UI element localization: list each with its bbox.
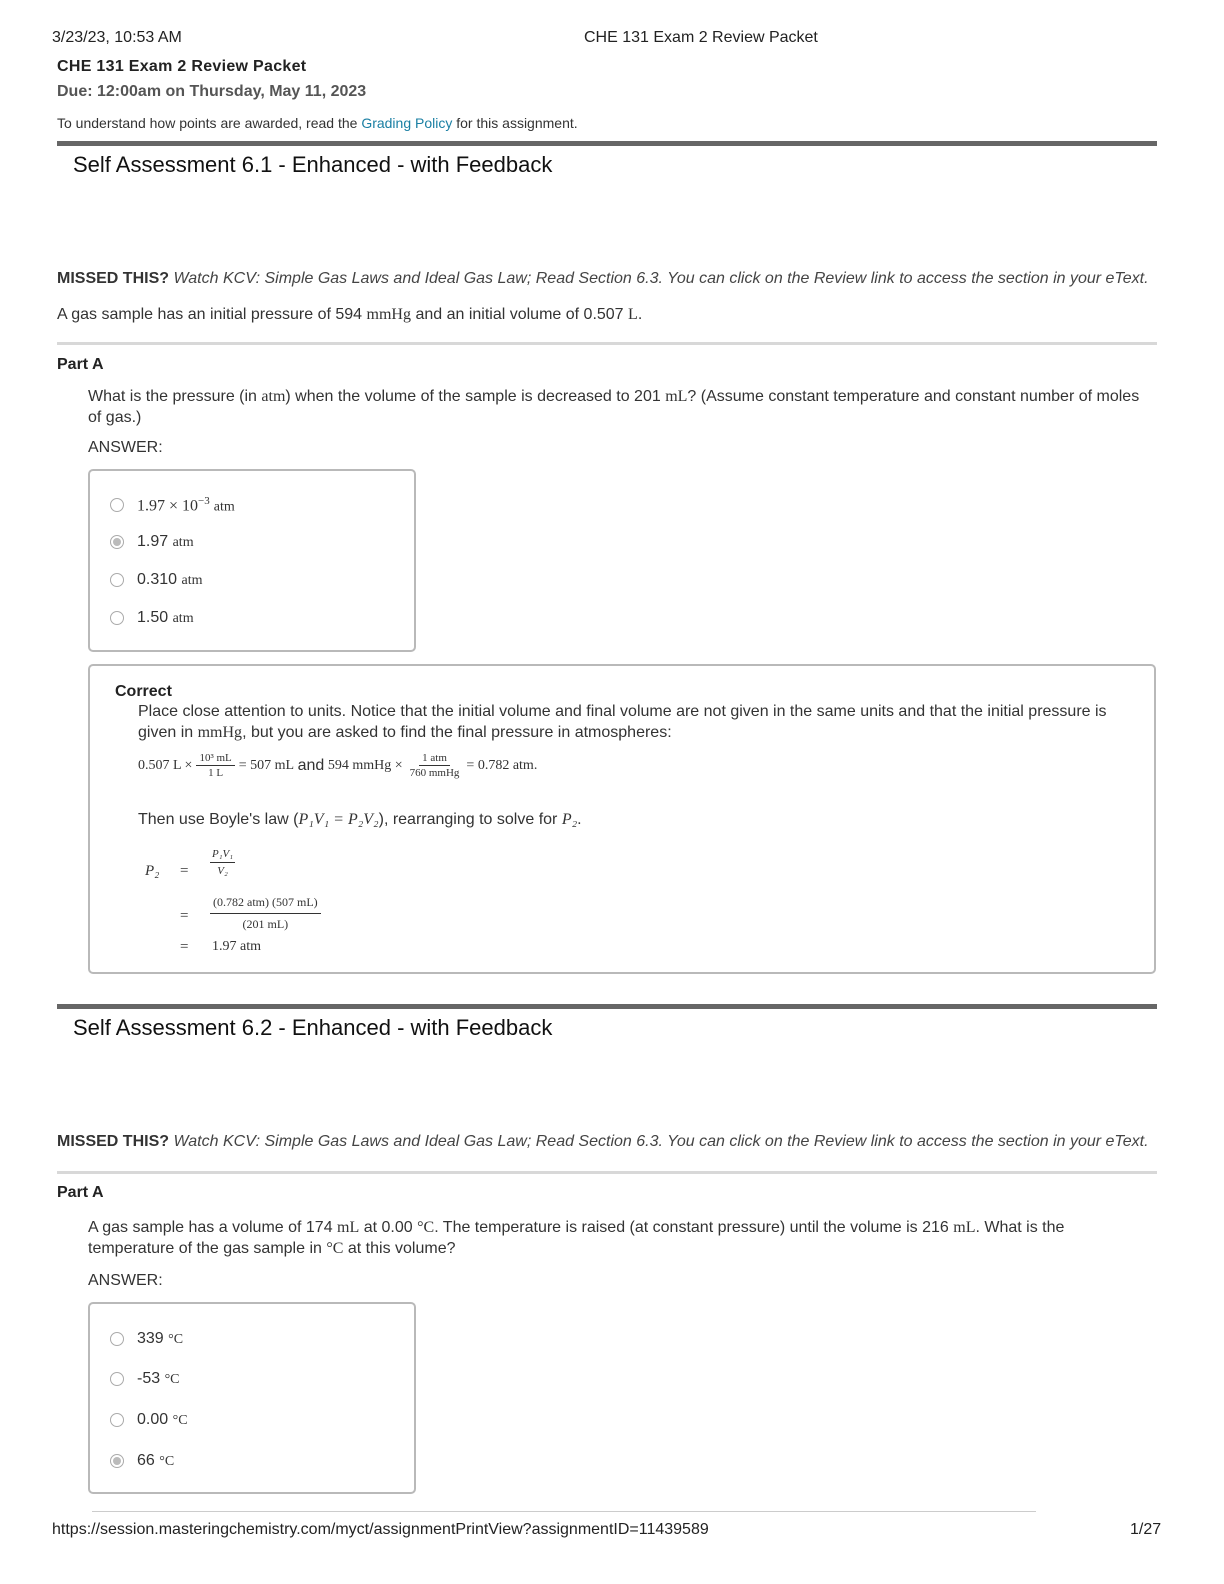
- radio-button[interactable]: [110, 498, 124, 512]
- grading-policy-link[interactable]: Grading Policy: [361, 115, 453, 131]
- part-a-label: Part A: [57, 1184, 104, 1201]
- section-divider: [57, 141, 1157, 146]
- derivation-step-2: (0.782 atm) (507 mL) (201 mL): [210, 895, 321, 932]
- radio-button[interactable]: [110, 1332, 124, 1346]
- answer-option[interactable]: 0.310 atm: [110, 571, 203, 589]
- derivation-p2: P₂: [145, 863, 160, 879]
- feedback-box: [88, 664, 1156, 974]
- radio-button[interactable]: [110, 1372, 124, 1386]
- part-divider: [57, 1171, 1157, 1174]
- answer-option[interactable]: $1.97 \times 10^{-3}$ atm: [110, 495, 235, 515]
- answer-option[interactable]: 1.97 atm: [110, 533, 194, 551]
- derivation-step-1: P₁V₁ V₂: [212, 848, 234, 877]
- radio-button[interactable]: [110, 1413, 124, 1427]
- due-date: Due: 12:00am on Thursday, May 11, 2023: [57, 83, 367, 100]
- section-title-6-1: Self Assessment 6.1 - Enhanced - with Feedback: [73, 152, 553, 177]
- missed-this-note: MISSED THIS? Watch KCV: Simple Gas Laws and Ideal Gas Law; Read Section 6.3. You can click on the Review link to access the section in your eText.: [57, 1133, 1149, 1150]
- unit-conversion-equation: 0.507 L × $\frac{\text{10³ mL}}{1 L}$ = 507 mL and 594 mmHg × $\frac{\text{1 atm}}{\text{760 mmHg}}$ = 0.782 atm .: [138, 752, 538, 779]
- assignment-title: CHE 131 Exam 2 Review Packet: [57, 58, 307, 75]
- part-divider: [57, 342, 1157, 345]
- answer-label: ANSWER:: [88, 1272, 163, 1289]
- radio-button-selected[interactable]: [110, 535, 124, 549]
- question-text: What is the pressure (in atm) when the volume of the sample is decreased to 201 mL? (Assume constant temperature and constant number of moles of gas.): [88, 388, 1140, 426]
- print-datetime: 3/23/23, 10:53 AM: [52, 29, 182, 46]
- print-doc-title: CHE 131 Exam 2 Review Packet: [584, 29, 818, 46]
- footer-url: https://session.masteringchemistry.com/myct/assignmentPrintView?assignmentID=11439589: [52, 1521, 709, 1538]
- answer-option[interactable]: 1.50 atm: [110, 609, 194, 627]
- equals-sign: =: [180, 939, 189, 955]
- radio-button-selected[interactable]: [110, 1454, 124, 1468]
- equals-sign: =: [180, 863, 189, 879]
- section-title-6-2: Self Assessment 6.2 - Enhanced - with Feedback: [73, 1015, 553, 1040]
- radio-button[interactable]: [110, 611, 124, 625]
- answer-choices: [88, 1302, 416, 1494]
- answer-label: ANSWER:: [88, 439, 163, 456]
- missed-this-note: MISSED THIS? Watch KCV: Simple Gas Laws and Ideal Gas Law; Read Section 6.3. You can click on the Review link to access the section in your eText.: [57, 270, 1149, 287]
- kcv-video-link[interactable]: KCV: Simple Gas Laws and Ideal Gas Law: [222, 1133, 527, 1150]
- grading-note: To understand how points are awarded, read the Grading Policy for this assignment.: [57, 115, 578, 131]
- radio-button[interactable]: [110, 573, 124, 587]
- section-divider: [57, 1004, 1157, 1009]
- problem-intro: A gas sample has an initial pressure of 594 mmHg and an initial volume of 0.507 L.: [57, 306, 643, 323]
- answer-choices: [88, 469, 416, 652]
- derivation-result: 1.97 atm: [212, 939, 261, 954]
- equals-sign: =: [180, 908, 189, 924]
- boyles-law-text: Then use Boyle's law (P₁V₁ = P₂V₂), rearranging to solve for P₂.: [138, 811, 582, 828]
- answer-option[interactable]: -53 °C: [110, 1370, 180, 1388]
- feedback-status: Correct: [115, 683, 172, 700]
- answer-option[interactable]: 0.00 °C: [110, 1411, 188, 1429]
- part-a-label: Part A: [57, 356, 104, 373]
- answer-option[interactable]: 339 °C: [110, 1330, 183, 1348]
- answer-option[interactable]: 66 °C: [110, 1452, 174, 1470]
- question-text: A gas sample has a volume of 174 mL at 0.00 °C. The temperature is raised (at constant pressure) until the volume is 216 mL. What is the temperature of the gas sample in °C at this volume?: [88, 1219, 1065, 1257]
- page-number: 1/27: [1130, 1521, 1162, 1538]
- footer-divider: [92, 1511, 1036, 1512]
- kcv-video-link[interactable]: KCV: Simple Gas Laws and Ideal Gas Law: [222, 270, 527, 287]
- feedback-text: Place close attention to units. Notice that the initial volume and final volume are not given in the same units and that the initial pressure is given in mmHg, but you are asked to find the final pressure in atmospheres:: [138, 703, 1107, 741]
